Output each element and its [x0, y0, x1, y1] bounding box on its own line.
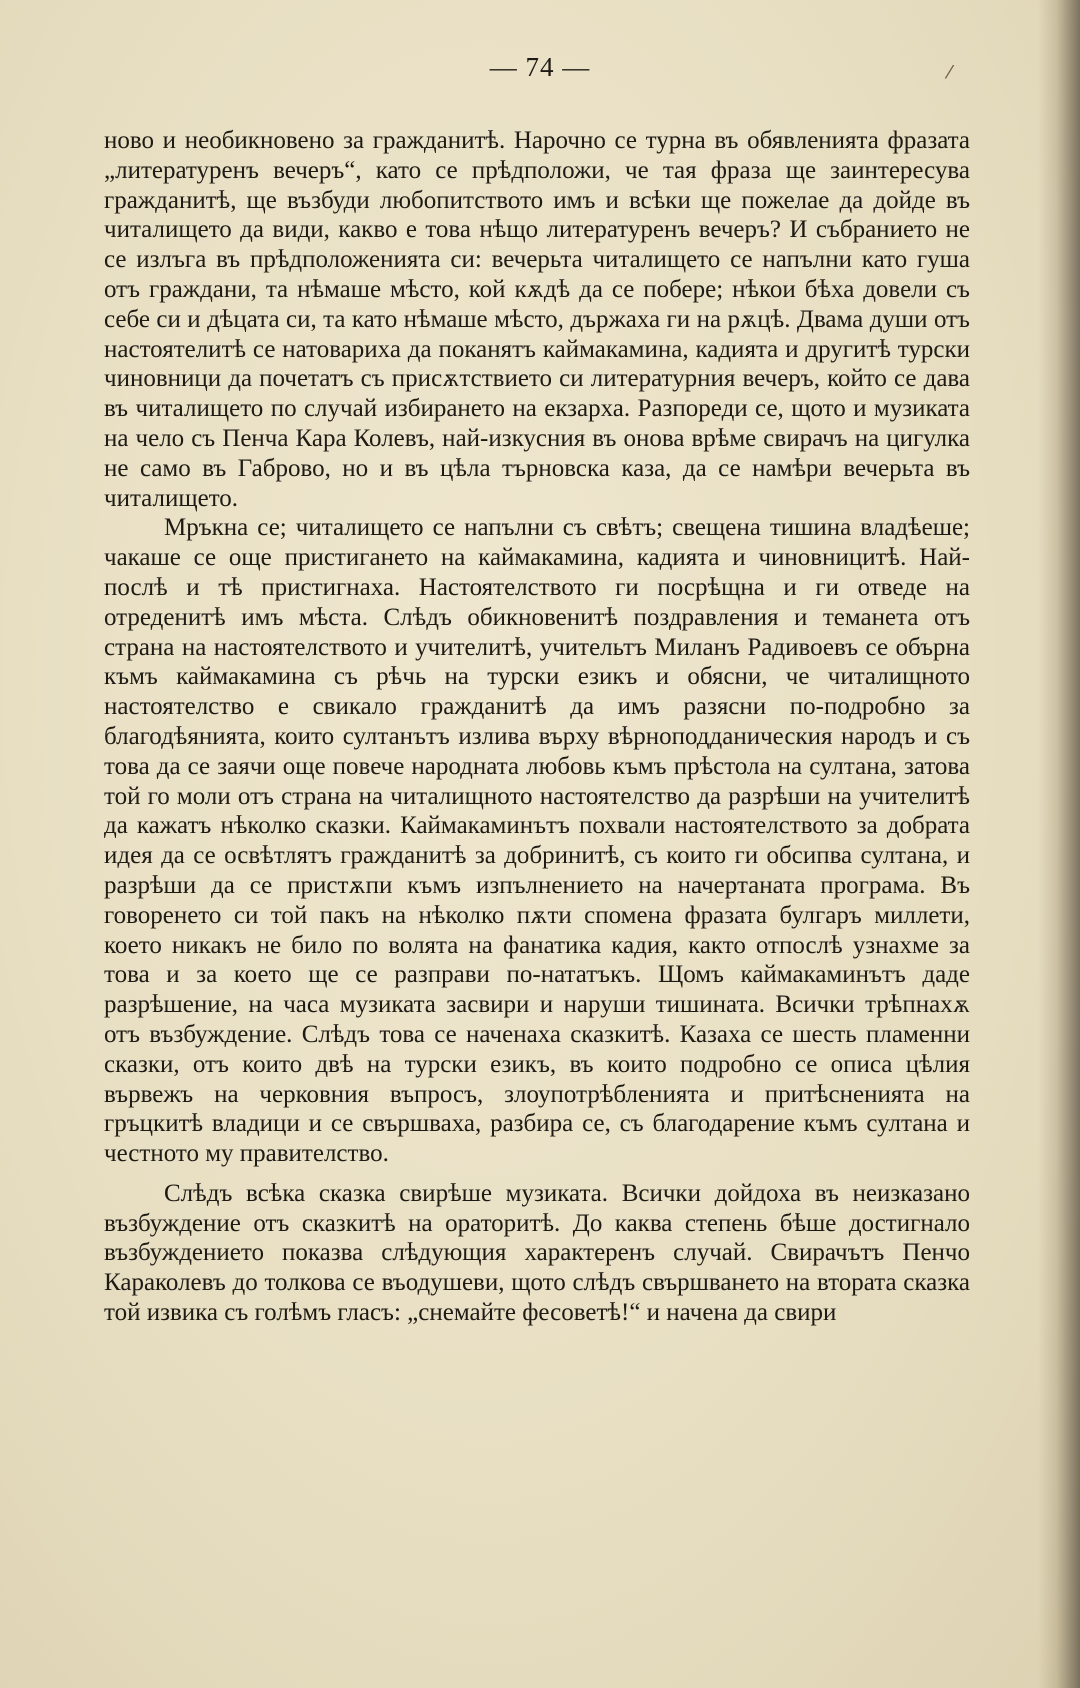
page-body	[104, 126, 970, 1328]
paragraph-3: Слѣдъ всѣка сказка свирѣше музиката. Всички дойдоха въ неизказано възбуждение отъ сказкитѣ на ораторитѣ. До каква степень бѣше достигнало възбуждението показва слѣдующия характеренъ случай. Свирачътъ Пенчо Караколевъ до толкова се въодушеви, щото слѣдъ свършването на втората сказка той извика съ голѣмъ гласъ: „снемайте фесоветѣ!“ и начена да свири	[104, 1179, 970, 1327]
page-number: — 74 —	[489, 52, 591, 82]
pencil-mark-icon: ⁄	[948, 62, 952, 83]
paragraph-2: Мръкна се; читалището се напълни съ свѣтъ; свещена тишина владѣеше; чакаше се още пристигането на каймакамина, кадията и чиновницитѣ. Най-послѣ и тѣ пристигнаха. Настоятелството ги посрѣщна и ги отведе на отреденитѣ имъ мѣста. Слѣдъ обикновенитѣ поздравления и теманета отъ страна на настоятелството и учителитѣ, учительтъ Миланъ Радивоевъ се обърна къмъ каймакамина съ рѣчь на турски езикъ и обясни, че читалищното настоятелство е свикало гражданитѣ да имъ разясни по-подробно за благодѣянията, които султанътъ излива върху вѣрноподданическия народъ и съ това да се заячи още повече народната любовь къмъ прѣстола на султана, затова той го моли отъ страна на читалищното настоятелство да разрѣши на учителитѣ да кажатъ нѣколко сказки. Каймакаминътъ похвали настоятелството за добрата идея да се освѣтлятъ гражданитѣ за добринитѣ, съ които ги обсипва султана, и разрѣши да се пристѫпи къмъ изпълнението на начертаната програма. Въ говоренето си той пакъ на нѣколко пѫти спомена фразата булгаръ миллети, което никакъ не било по волята на фанатика кадия, както отпослѣ узнахме за това и за което ще се разправи по-нататъкъ. Щомъ каймакаминътъ даде разрѣшение, на часа музиката засвири и наруши тишината. Всички трѣпнахѫ отъ възбуждение. Слѣдъ това се наченаха сказкитѣ. Казаха се шесть пламенни сказки, отъ които двѣ на турски езикъ, въ които подробно се описа цѣлия въpвежъ на черковния въпросъ, злоупотрѣбленията и притѣсненията на гръцкитѣ владици и се свършваха, разбира се, съ благодарение къмъ султана и честното му правителство.	[104, 514, 970, 1168]
page-gutter-shadow	[1038, 0, 1080, 1688]
paragraph-1: ново и необикновено за гражданитѣ. Нарочно се турна въ обявленията фразата „литературенъ вечеръ“, като се прѣдположи, че тая фраза ще заинтересува гражданитѣ, ще възбуди любопитството имъ и всѣки ще пожелае да дойде въ читалището да види, какво е това нѣщо литературенъ вечеръ? И събранието не се излъга въ прѣдположенията си: вечерьта читалището се напълни като гуша отъ граждани, та нѣмаше мѣсто, кой кѫдѣ да се побере; нѣкои бѣха довели съ себе си и дѣцата си, та като нѣмаше мѣсто, държаха ги на рѫцѣ. Двама души отъ настоятелитѣ се натовариха да поканятъ каймакамина, кадията и другитѣ турски чиновници да почетатъ съ присѫтствието си литературния вечеръ, който се дава въ читалището по случай избирането на екзарха. Разпореди се, щото и музиката на чело съ Пенча Кара Колевъ, най-изкусния въ онова врѣме свирачъ на цигулка не само въ Габрово, но и въ цѣла търновска каза, да се намѣри вечерьта въ читалището.	[104, 127, 970, 512]
